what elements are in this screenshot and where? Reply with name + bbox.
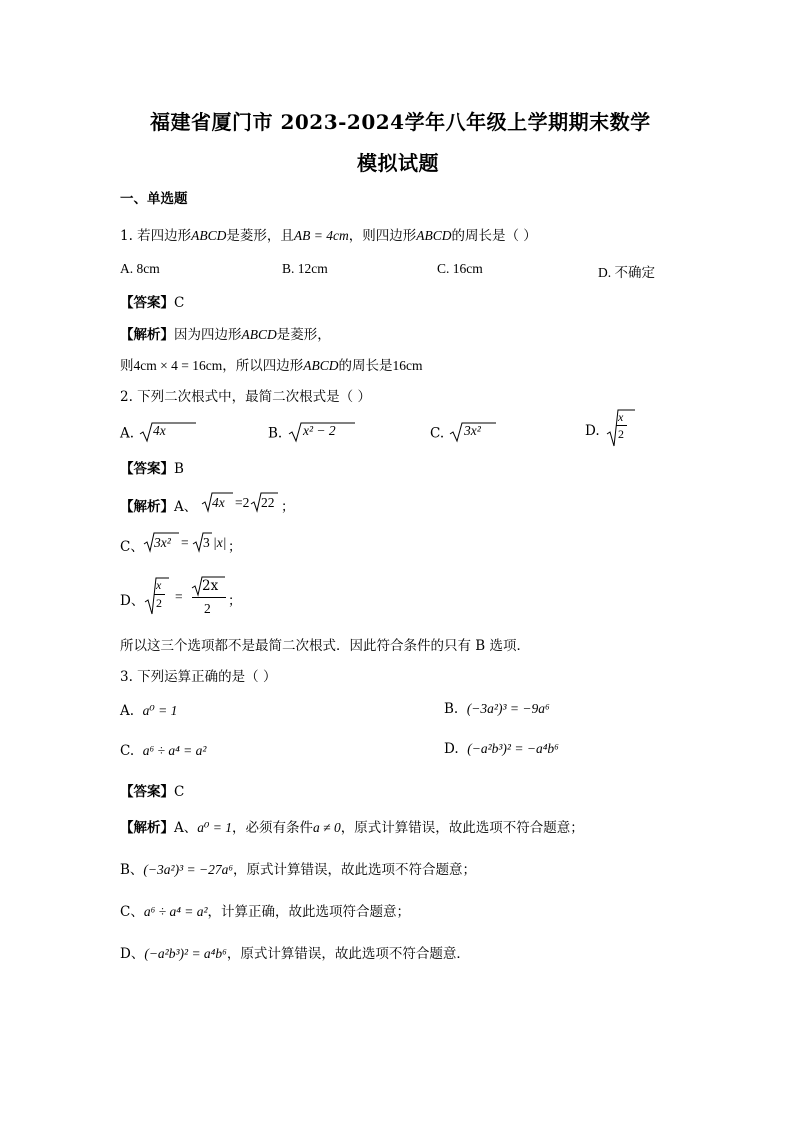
question-2-option-c: C. — [430, 421, 498, 447]
page-subtitle: 模拟试题 — [357, 151, 439, 175]
analysis-c-radicand-3: 3 — [203, 535, 210, 550]
question-2-answer: 【答案】B — [120, 461, 184, 477]
question-2-analysis-a: 【解析】A、 — [120, 499, 198, 515]
fraction-bar — [154, 594, 165, 595]
question-2-option-d-denominator: 2 — [618, 427, 624, 441]
analysis-a-equals: =2 — [235, 495, 250, 510]
question-2-option-a-radicand: 4x — [153, 423, 166, 438]
radical-sign-icon — [138, 421, 198, 447]
question-3-analysis-b: B、(−3a²)³ = −27a⁶，原式计算错误，故此选项不符合题意； — [120, 862, 477, 878]
question-1-analysis-line1: 【解析】因为四边形ABCD是菱形， — [120, 327, 331, 343]
question-1-option-d: D. 不确定 — [598, 265, 655, 280]
analysis-d-lhs-denominator: 2 — [156, 596, 162, 610]
question-2-option-d-numerator: x — [618, 410, 624, 424]
question-3-option-d: D. (−a²b³)² = −a⁴b⁶ — [444, 741, 559, 757]
question-1-option-c: C. 16cm — [437, 261, 483, 276]
question-2-option-b-radicand: x² − 2 — [303, 423, 336, 438]
question-1-answer: 【答案】C — [120, 295, 185, 311]
question-1-option-b: B. 12cm — [282, 261, 328, 276]
question-2-option-b: B. — [268, 421, 357, 447]
question-2-conclusion: 所以这三个选项都不是最简二次根式．因此符合条件的只有 B 选项． — [120, 638, 531, 654]
analysis-a-radicand-22: 22 — [261, 495, 275, 510]
analysis-d-rhs-denominator: 2 — [204, 601, 211, 616]
question-2-analysis-c: C、 — [120, 539, 144, 555]
question-3-stem: 3. 下列运算正确的是（ ） — [120, 669, 277, 685]
question-3-option-a: A. a⁰ = 1 — [120, 703, 178, 719]
analysis-d-lhs-numerator: x — [156, 578, 162, 592]
question-1-stem: 1. 若四边形ABCD是菱形，且AB = 4cm，则四边形ABCD的周长是（ ） — [120, 228, 537, 244]
analysis-c-equals: = — [181, 535, 189, 550]
analysis-c-abs: |x| — [213, 535, 227, 550]
analysis-a-radicand: 4x — [212, 495, 225, 510]
question-3-option-b: B. (−3a²)³ = −9a⁶ — [444, 701, 550, 717]
analysis-a-end: ； — [281, 499, 295, 515]
question-2-analysis-d: D、 — [120, 593, 145, 609]
analysis-c-radicand: 3x² — [154, 535, 171, 550]
question-3-answer: 【答案】C — [120, 784, 185, 800]
question-2-option-c-radicand: 3x² — [464, 423, 481, 438]
question-2-option-a: A. — [120, 421, 198, 447]
question-1-analysis-line2: 则4cm × 4 = 16cm，所以四边形ABCD的周长是16cm — [120, 358, 423, 374]
question-3-analysis-d: D、(−a²b³)² = a⁴b⁶，原式计算错误，故此选项不符合题意． — [120, 946, 470, 962]
question-3-analysis-a: 【解析】A、a⁰ = 1，必须有条件a ≠ 0，原式计算错误，故此选项不符合题意； — [120, 820, 584, 836]
question-3-option-c: C. a⁶ ÷ a⁴ = a² — [120, 743, 207, 759]
question-2-option-d: D. — [585, 423, 600, 439]
analysis-d-equals: = — [175, 589, 183, 604]
question-1-option-a: A. 8cm — [120, 261, 160, 276]
analysis-d-rhs-numerator: 2x — [202, 578, 219, 594]
analysis-c-end: ； — [228, 539, 242, 555]
section-heading: 一、单选题 — [120, 191, 188, 207]
page-title: 福建省厦门市 2023-2024学年八年级上学期期末数学 — [150, 110, 651, 134]
analysis-d-end: ； — [228, 593, 242, 609]
fraction-bar — [616, 425, 627, 426]
fraction-bar — [192, 597, 226, 598]
question-2-stem: 2. 下列二次根式中，最简二次根式是（ ） — [120, 389, 371, 405]
question-3-analysis-c: C、a⁶ ÷ a⁴ = a²，计算正确，故此选项符合题意； — [120, 904, 411, 920]
